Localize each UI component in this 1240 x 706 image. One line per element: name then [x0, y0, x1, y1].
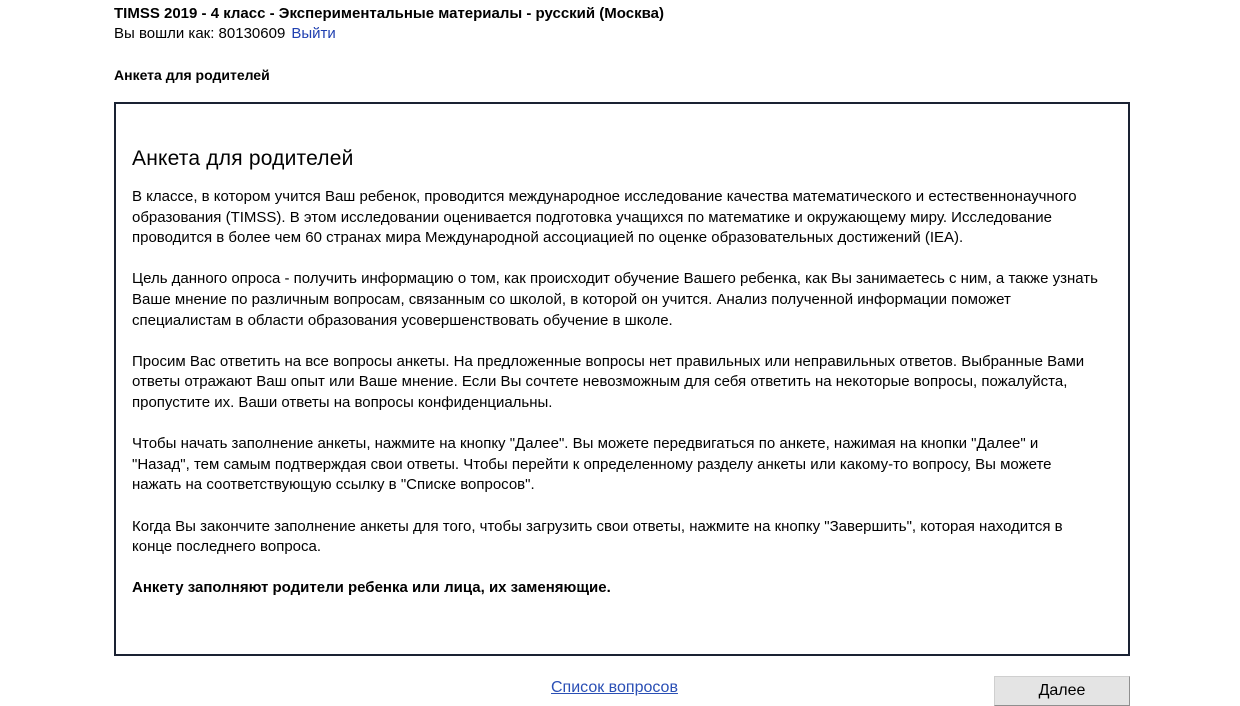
page-heading: Анкета для родителей	[114, 67, 270, 83]
intro-paragraph-1: В классе, в котором учится Ваш ребенок, проводится международное исследование качества математического и естественнонаучного образования (TIMSS). В этом исследовании оценивается подготовка учащихся по математике и окружающему миру. Исследование проводится в более чем 60 странах мира Международной ассоциацией по оценке образовательных достижений (IEA).	[132, 188, 1077, 247]
intro-paragraph-3: Просим Вас ответить на все вопросы анкеты. На предложенные вопросы нет правильных или неправильных ответов. Выбранные Вами ответы отражают Ваш опыт или Ваше мнение. Если Вы сочтете невозможным для себя ответить на некоторые вопросы, пожалуйста, пропустите их. Ваши ответы на вопросы конфиденциальны.	[132, 352, 1085, 411]
next-button[interactable]: Далее	[994, 676, 1130, 706]
page-header	[114, 4, 1130, 44]
questionnaire-intro-box	[114, 102, 1130, 656]
intro-paragraph-5: Когда Вы закончите заполнение анкеты для того, чтобы загрузить свои ответы, нажмите на кнопку "Завершить", которая находится в конце последнего вопроса.	[132, 517, 1063, 556]
intro-paragraph-2: Цель данного опроса - получить информацию о том, как происходит обучение Вашего ребенка, как Вы занимаетесь с ним, а также узнать Ваше мнение по различным вопросам, связанным со школой, в которой он учится. Анализ полученной информации поможет специалистам в области образования усовершенствовать обучение в школе.	[132, 270, 1098, 329]
intro-bold-note: Анкету заполняют родители ребенка или лица, их заменяющие.	[132, 579, 611, 597]
question-list-link[interactable]: Список вопросов	[551, 679, 678, 696]
login-line	[114, 24, 1130, 44]
intro-content	[132, 146, 1100, 599]
app-title: TIMSS 2019 - 4 класс - Экспериментальные материалы - русский (Москва)	[114, 5, 664, 22]
intro-paragraph-4: Чтобы начать заполнение анкеты, нажмите на кнопку "Далее". Вы можете передвигаться по анкете, нажимая на кнопки "Далее" и "Назад", тем самым подтверждая свои ответы. Чтобы перейти к определенному разделу анкеты или какому-то вопросу, Вы можете нажать на соответствующую ссылку в "Списке вопросов".	[132, 435, 1052, 494]
login-label: Вы вошли как: 80130609	[114, 25, 286, 42]
logout-link[interactable]: Выйти	[291, 25, 336, 42]
intro-title: Анкета для родителей	[132, 147, 354, 170]
